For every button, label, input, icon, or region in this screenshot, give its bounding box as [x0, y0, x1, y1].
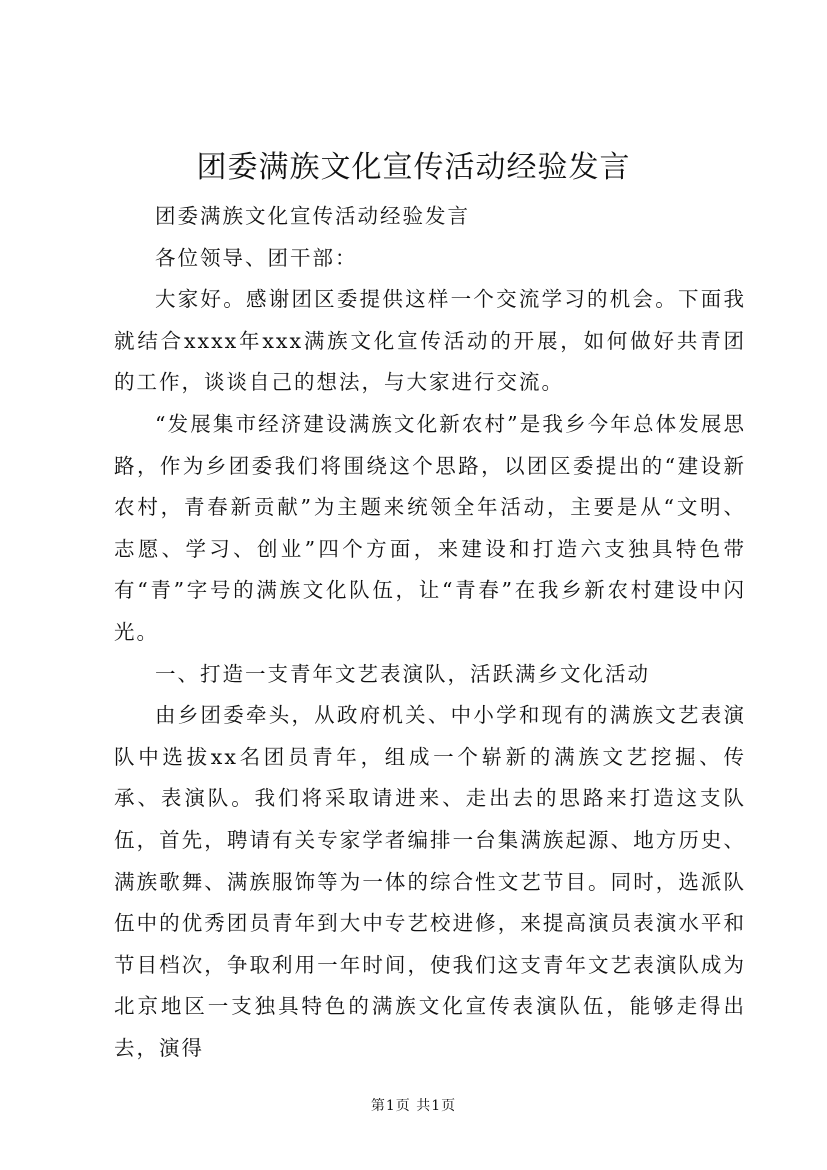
- document-body: [114, 196, 746, 1069]
- document-title: 团委满族文化宣传活动经验发言: [196, 150, 631, 185]
- paragraph-section-body: 由乡团委牵头，从政府机关、中小学和现有的满族文艺表演队中选拔xx名团员青年，组成一个崭新的满族文艺挖掘、传承、表演队。我们将采取请进来、走出去的思路来打造这支队伍，首先，聘请有关专家学者编排一台集满族起源、地方历史、满族歌舞、满族服饰等为一体的综合性文艺节目。同时，选派队伍中的优秀团员青年到大中专艺校进修，来提高演员表演水平和节目档次，争取利用一年时间，使我们这支青年文艺表演队成为北京地区一支独具特色的满族文化宣传表演队伍，能够走得出去，演得: [114, 703, 746, 1060]
- paragraph-salutation: 各位领导、团干部：: [155, 245, 358, 270]
- paragraph-overview: “发展集市经济建设满族文化新农村”是我乡今年总体发展思路，作为乡团委我们将围绕这个思路，以团区委提出的“建设新农村，青春新贡献”为主题来统领全年活动，主要是从“文明、志愿、学习、创业”四个方面，来建设和打造六支独具特色带有“青”字号的满族文化队伍，让“青春”在我乡新农村建设中闪光。: [114, 411, 746, 644]
- paragraph-greeting: 大家好。感谢团区委提供这样一个交流学习的机会。下面我就结合xxxx年xxx满族文化宣传活动的开展，如何做好共青团的工作，谈谈自己的想法，与大家进行交流。: [114, 287, 746, 395]
- paragraph-subtitle: 团委满族文化宣传活动经验发言: [155, 204, 470, 228]
- section-heading: 一、打造一支青年文艺表演队，活跃满乡文化活动: [155, 661, 650, 686]
- page-footer: 第1页 共1页: [370, 1098, 457, 1114]
